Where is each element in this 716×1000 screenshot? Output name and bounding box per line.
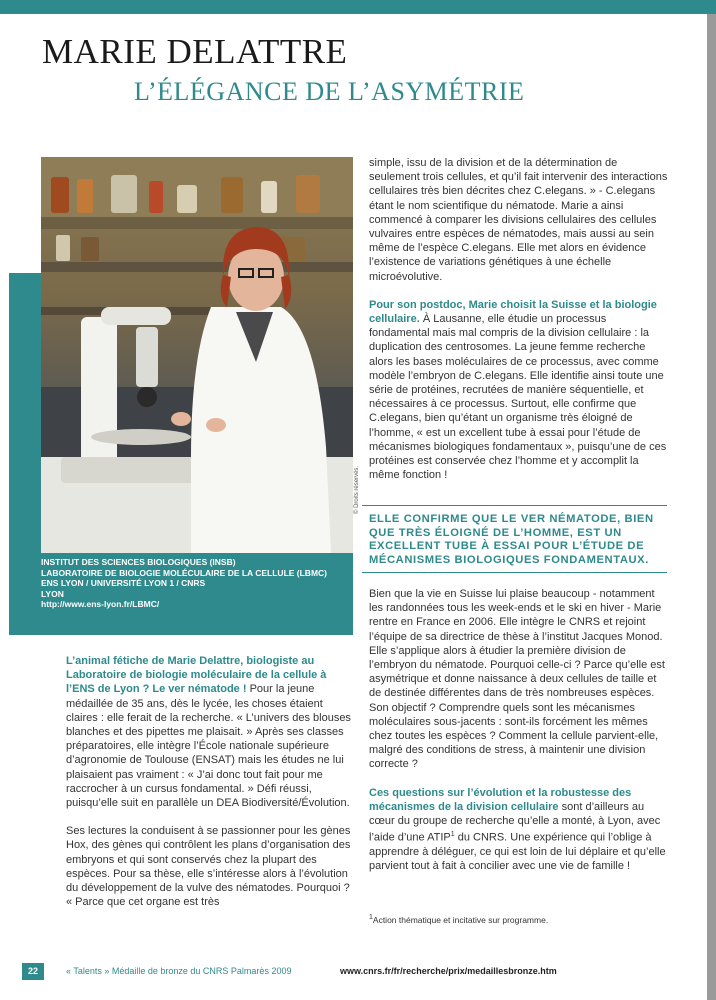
photo-illustration <box>41 157 353 553</box>
footnote-mark: 1 <box>369 914 373 921</box>
left-lead: L’animal fétiche de Marie Delattre, biologiste au Laboratoire de biologie moléculaire de la cellule à l’ENS de Lyon ? Le ver nématode ! <box>66 655 327 696</box>
caption-link[interactable]: http://www.ens-lyon.fr/LBMC/ <box>41 599 160 609</box>
right-paragraph-1: simple, issu de la division et de la détermination de seulement trois cellules, et qu’il fait intervenir des interactions cellulaires très bien décrites chez C.elegans. » - C.elegans étant le nom scientifique du nématode. Marie a ainsi commencé à comparer les divisions cellulaires des cellules vulvaires entre espèces de nématodes, mais aussi au sein même de l’espèce C.elegans. Elle met alors en évidence l’existence de variations génétiques à une échelle microévolutive. <box>369 157 668 283</box>
portrait-photo <box>41 157 353 553</box>
photo-credit: © Droits réservés. <box>354 465 360 514</box>
right-body-4b: du CNRS. Une expérience qui l’oblige à apprendre à déléguer, ce qui est loin de lui déplaire et qu’elle parvient tout à fait à concilier avec une vie de famille ! <box>369 831 666 873</box>
right-lead-4: Ces questions sur l’évolution et la robustesse des mécanismes de la division cellulaire <box>369 786 632 813</box>
right-body-4a: sont d’ailleurs au cœur du groupe de recherche qu’elle a monté, à Lyon, avec l’aide d’une ATIP <box>369 800 661 844</box>
page-title: MARIE DELATTRE <box>42 32 348 71</box>
footnote <box>369 914 548 925</box>
right-body-2: À Lausanne, elle étudie un processus fondamental mais mal compris de la division cellulaire : la duplication des centrosomes. La jeune femme recherche alors les bases moléculaires de ce processus, avec comme modèle l’embryon de C.elegans. Elle identifie ainsi toute une série de protéines, recrutées de manière séquentielle, et nécessaires à ce processus. Surtout, elle confirme que C.elegans, bien qu’étant un organisme très éloigné de l’homme, « est un excellent tube à essai pour l’étude de mécanismes biologiques fondamentaux », puisqu’une de ces protéines est conservée chez l’homme et y accomplit la même fonction ! <box>369 313 667 482</box>
pull-quote-rule-top <box>362 505 667 506</box>
footnote-text: Action thématique et incitative sur programme. <box>372 914 549 925</box>
caption-lab: LABORATOIRE DE BIOLOGIE MOLÉCULAIRE DE LA CELLULE (LBMC) <box>41 567 327 578</box>
footnote-ref: 1 <box>450 831 455 839</box>
right-column-top <box>369 156 669 496</box>
top-accent-bar <box>0 0 716 14</box>
caption-institute: INSTITUT DES SCIENCES BIOLOGIQUES (INSB) <box>41 557 236 567</box>
page-number: 22 <box>22 963 44 980</box>
right-lead-2: Pour son postdoc, Marie choisit la Suisse et la biologie cellulaire. <box>369 298 657 326</box>
right-paragraph-3: Bien que la vie en Suisse lui plaise beaucoup - notamment les randonnées tous les week-ends et le ski en hiver - Marie rentre en France en 2006. Elle intègre le CNRS et rejoint l’équipe de sa directrice de thèse à l’institut Jacques Monod. Elle s’applique alors à étudier la première division de l’embryon du nématode. Pourquoi celle-ci ? Parce qu’elle est asymétrique et donne naissance à deux cellules de taille et de destinée différentes dans de très nombreuses espèces. Son objectif ? Comprendre quels sont les mécanismes moléculaires sous-jacents : sont-ils forcément les mêmes chez toutes les espèces ? Comment la cellule parvient-elle, malgré des conditions de stress, à maintenir une division correcte ? <box>369 588 665 771</box>
right-paragraph-4 <box>369 786 669 874</box>
left-body-1: Pour la jeune médaillée de 35 ans, dès le lycée, les choses étaient claires : elle ferait de la recherche. « L’univers des blouses blanches et des pipettes me plaisait. » Après ses classes préparatoires, elle intègre l’École nationale supérieure d’agronomie de Toulouse (ENSAT) mais les études ne lui plaisaient pas vraiment : « J’ai donc tout fait pour me raccrocher à un cursus fondamental. » Défi réussi, puisqu’elle suit en parallèle un DEA Biodiversité/Évolution. <box>66 683 351 810</box>
left-paragraph-2: Ses lectures la conduisent à se passionner pour les gènes Hox, des gènes qui contrôlent les plans d’organisation des embryons et qui sont conservés chez la plupart des espèces. Pour sa thèse, elle s’intéresse alors à l’évolution du développement de la vulve des nématodes. Pourquoi ? « Parce que cet organe est très <box>66 825 351 909</box>
caption-affiliation: ENS LYON / UNIVERSITÉ LYON 1 / CNRS <box>41 578 206 588</box>
caption-city: LYON <box>41 588 64 599</box>
pull-quote-rule-bottom <box>362 572 667 573</box>
left-column <box>66 654 351 923</box>
left-paragraph-1 <box>66 654 351 810</box>
pull-quote: ELLE CONFIRME QUE LE VER NÉMATODE, BIEN QUE TRÈS ÉLOIGNÉ DE L’HOMME, EST UN EXCELLENT TUBE À ESSAI POUR L’ÉTUDE DE MÉCANISMES BIOLOGIQUES FONDAMENTAUX. <box>369 513 654 566</box>
footer-url[interactable]: www.cnrs.fr/fr/recherche/prix/medaillesbronze.htm <box>340 966 557 976</box>
right-paragraph-2 <box>369 298 669 483</box>
right-column-bottom <box>369 587 669 888</box>
page-edge <box>707 14 716 1000</box>
page-subtitle: L’ÉLÉGANCE DE L’ASYMÉTRIE <box>134 77 525 106</box>
footer-publication: « Talents » Médaille de bronze du CNRS Palmarès 2009 <box>66 966 292 976</box>
lab-caption <box>41 557 351 610</box>
